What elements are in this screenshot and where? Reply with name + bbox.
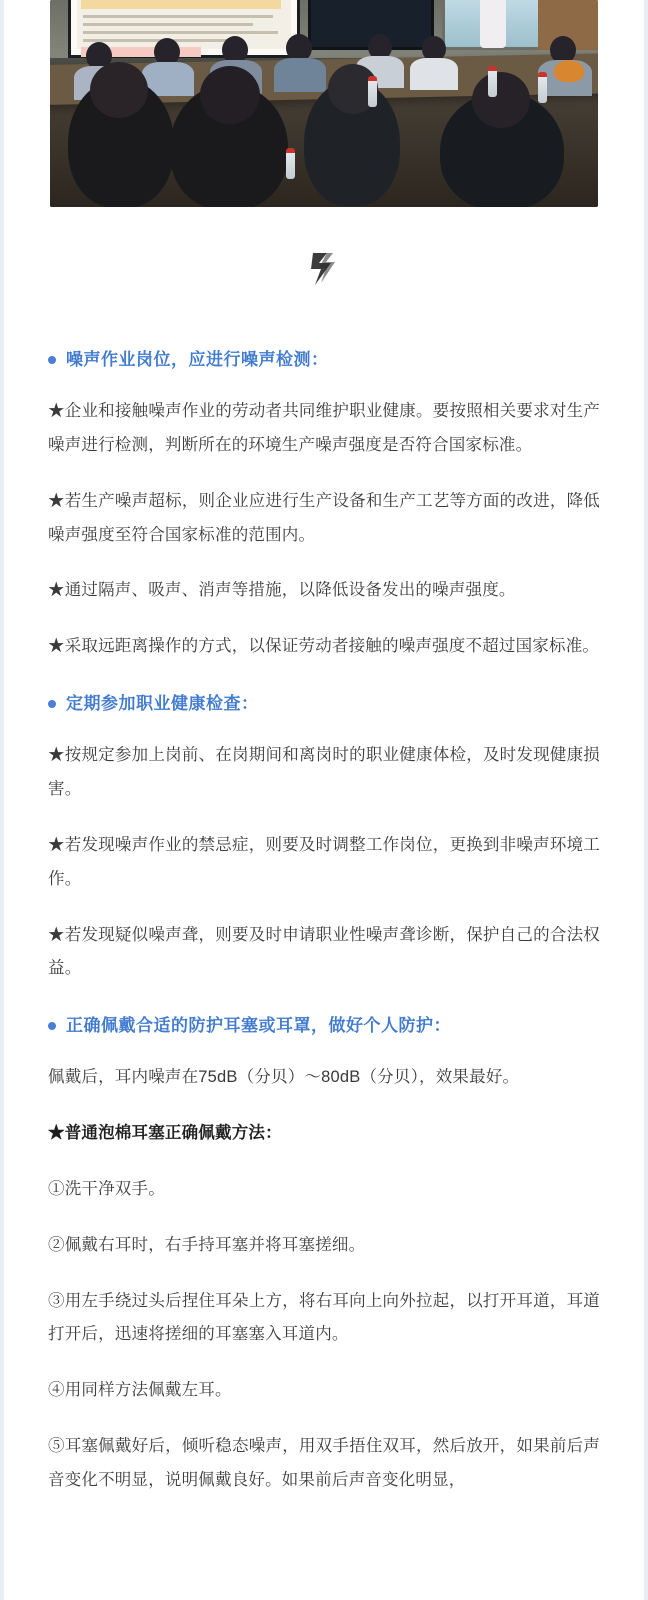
section-heading-label: 噪声作业岗位，应进行噪声检测：: [66, 350, 329, 369]
step-item: ④用同样方法佩戴左耳。: [48, 1381, 232, 1400]
photo-container: [50, 0, 598, 207]
paragraph: ★若发现噪声作业的禁忌症，则要及时调整工作岗位，更换到非噪声环境工作。: [48, 835, 600, 888]
step-item: ②佩戴右耳时，右手持耳塞并将耳塞搓细。: [48, 1235, 366, 1254]
section-heading-label: 定期参加职业健康检查：: [66, 694, 259, 714]
photo-presenter-body: [480, 0, 506, 48]
section-heading-health-check: [48, 690, 600, 717]
photo-water-bottle: [488, 66, 497, 97]
photo-screen-line: [83, 31, 278, 34]
bullet-dot-icon: [48, 356, 56, 364]
article-body: [4, 346, 644, 1498]
sub-heading: ★普通泡棉耳塞正确佩戴方法：: [48, 1124, 282, 1143]
section-heading-earplug: [48, 1012, 600, 1039]
paragraph: 佩戴后，耳内噪声在75dB（分贝）～80dB（分贝），效果最好。: [48, 1068, 520, 1087]
photo-screen-line: [83, 15, 273, 18]
paragraph: ★通过隔声、吸声、消声等措施，以降低设备发出的噪声强度。: [48, 581, 516, 600]
paragraph: ★按规定参加上岗前、在岗期间和离岗时的职业健康体检，及时发现健康损害。: [48, 746, 600, 799]
section-heading-noise-post: [48, 346, 600, 373]
step-item: ①洗干净双手。: [48, 1179, 165, 1198]
step-item: ③用左手绕过头后捏住耳朵上方，将右耳向上向外拉起，以打开耳道，耳道打开后，迅速将搓细的耳塞塞入耳道内。: [48, 1291, 600, 1344]
photo-water-bottle: [286, 148, 295, 179]
photo-attendee-body: [410, 58, 458, 90]
bullet-dot-icon: [48, 700, 56, 708]
photo-screen-line: [83, 23, 253, 26]
step-item: ⑤耳塞佩戴好后，倾听稳态噪声，用双手捂住双耳，然后放开，如果前后声音变化不明显，说明佩戴良好。如果前后声音变化明显，: [48, 1437, 600, 1489]
meeting-room-training-photo: [50, 0, 598, 207]
photo-water-bottle: [368, 76, 377, 107]
paragraph: ★若发现疑似噪声聋，则要及时申请职业性噪声聋诊断，保护自己的合法权益。: [48, 925, 600, 978]
ribbon-divider-icon: [4, 207, 644, 320]
photo-foreground-head: [472, 72, 530, 128]
paragraph: ★采取远距离操作的方式，以保证劳动者接触的噪声强度不超过国家标准。: [48, 637, 600, 656]
paragraph: ★企业和接触噪声作业的劳动者共同维护职业健康。要按照相关要求对生产噪声进行检测，判断所在的环境生产噪声强度是否符合国家标准。: [48, 402, 600, 454]
photo-foreground-head: [200, 66, 260, 124]
photo-attendee-body: [274, 58, 326, 92]
photo-water-bottle: [538, 72, 547, 103]
paragraph: ★若生产噪声超标，则企业应进行生产设备和生产工艺等方面的改进，降低噪声强度至符合国家标准的范围内。: [48, 491, 600, 544]
photo-foreground-head: [90, 62, 148, 118]
section-heading-label: 正确佩戴合适的防护耳塞或耳罩，做好个人防护：: [66, 1016, 451, 1036]
bullet-dot-icon: [48, 1022, 56, 1030]
photo-screen-highlight: [81, 0, 281, 9]
photo-orange-object: [554, 60, 584, 82]
